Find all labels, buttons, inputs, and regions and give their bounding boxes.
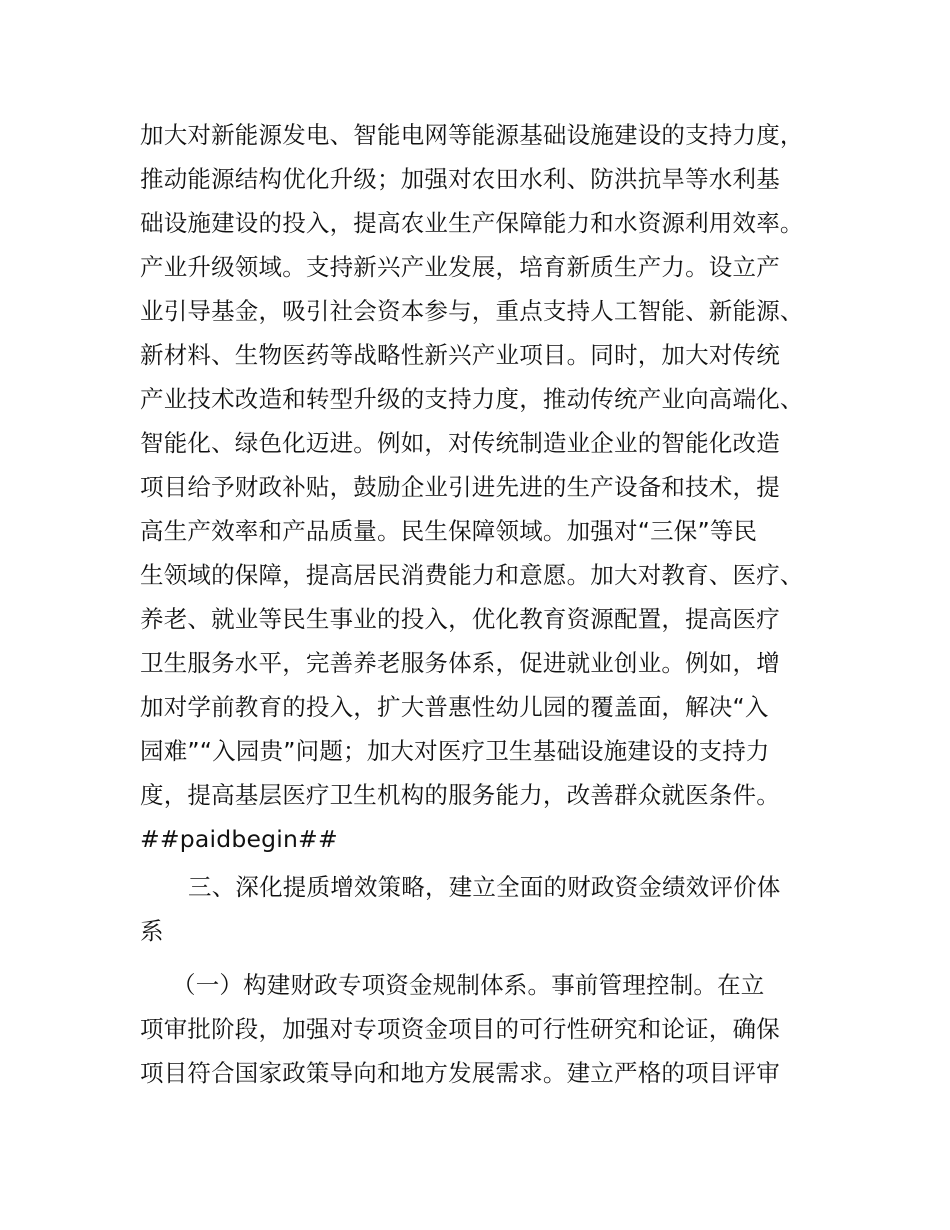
subsection-paragraph-line: （一）构建财政专项资金规制体系。事前管理控制。在立 bbox=[172, 971, 765, 999]
body-text-line: 推动能源结构优化升级；加强对农田水利、防洪抗旱等水利基 bbox=[140, 165, 780, 193]
body-text-line: 高生产效率和产品质量。民生保障领域。加强对“三保”等民 bbox=[140, 517, 758, 545]
body-text-line: 产业升级领域。支持新兴产业发展，培育新质生产力。设立产 bbox=[140, 253, 780, 281]
body-text-line: 础设施建设的投入，提高农业生产保障能力和水资源利用效率。 bbox=[140, 209, 804, 237]
body-text-line: 园难”“入园贵”问题；加大对医疗卫生基础设施建设的支持力 bbox=[140, 737, 770, 765]
body-text-line: 度，提高基层医疗卫生机构的服务能力，改善群众就医条件。 bbox=[140, 781, 780, 809]
body-text-line: 加大对新能源发电、智能电网等能源基础设施建设的支持力度， bbox=[140, 121, 804, 149]
body-text-line: 智能化、绿色化迈进。例如，对传统制造业企业的智能化改造 bbox=[140, 429, 780, 457]
body-text-line: 生领域的保障，提高居民消费能力和意愿。加大对教育、医疗、 bbox=[140, 561, 804, 589]
subsection-paragraph-line: 项目符合国家政策导向和地方发展需求。建立严格的项目评审 bbox=[140, 1059, 780, 1087]
body-text-line: 卫生服务水平，完善养老服务体系，促进就业创业。例如，增 bbox=[140, 649, 780, 677]
body-text-line: 新材料、生物医药等战略性新兴产业项目。同时，加大对传统 bbox=[140, 341, 780, 369]
section-heading: 三、深化提质增效策略，建立全面的财政资金绩效评价体 bbox=[188, 873, 781, 901]
paid-marker: ##paidbegin## bbox=[140, 825, 338, 853]
body-text-line: 加对学前教育的投入，扩大普惠性幼儿园的覆盖面，解决“入 bbox=[140, 693, 769, 721]
body-text-line: 业引导基金，吸引社会资本参与，重点支持人工智能、新能源、 bbox=[140, 297, 804, 325]
body-text-line: 项目给予财政补贴，鼓励企业引进先进的生产设备和技术，提 bbox=[140, 473, 780, 501]
body-text-line: 养老、就业等民生事业的投入，优化教育资源配置，提高医疗 bbox=[140, 605, 780, 633]
subsection-paragraph-line: 项审批阶段，加强对专项资金项目的可行性研究和论证，确保 bbox=[140, 1015, 780, 1043]
section-heading-continuation: 系 bbox=[140, 917, 164, 945]
body-text-line: 产业技术改造和转型升级的支持力度，推动传统产业向高端化、 bbox=[140, 385, 804, 413]
